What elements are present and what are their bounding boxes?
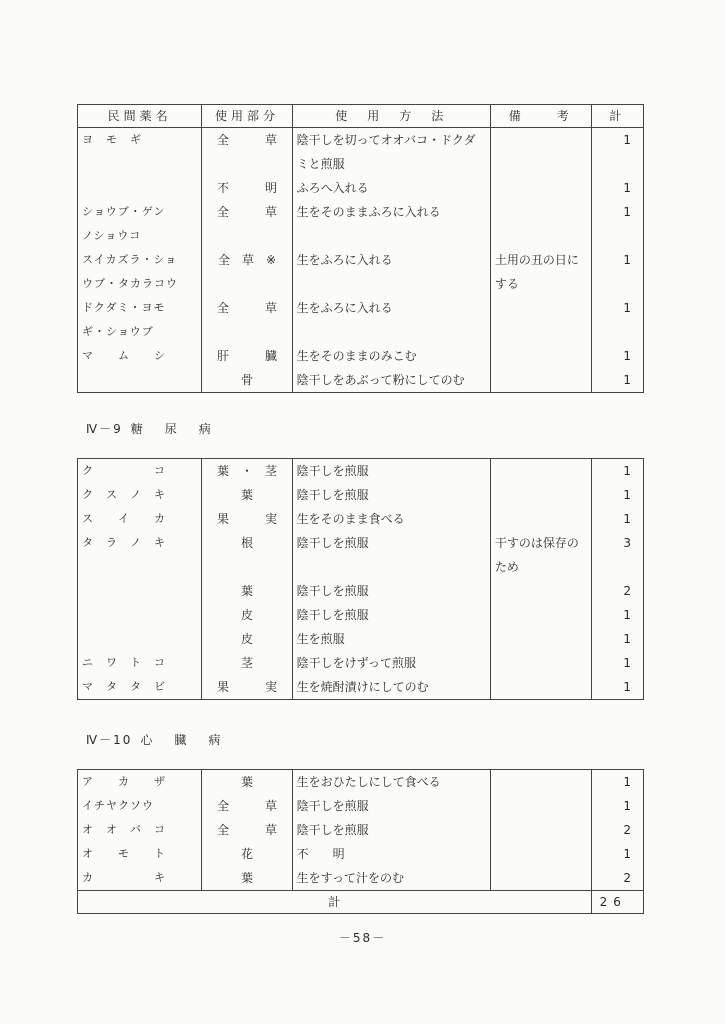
table-row (78, 459, 644, 484)
cell-usage-method: ミと煎服 (292, 152, 490, 176)
cell-usage-method: 生をふろに入れる (292, 296, 490, 320)
cell-usage-method: 生をふろに入れる (292, 248, 490, 272)
section-number: Ⅳ－10 (86, 733, 133, 747)
section-title-diabetes (86, 420, 233, 437)
cell-remarks (490, 459, 591, 484)
section-word: 糖尿病 (130, 422, 233, 436)
cell-count: 1 (591, 627, 643, 651)
cell-count: 1 (591, 842, 643, 866)
cell-remarks (490, 627, 591, 651)
cell-medicine-name: オ オ バ コ (78, 818, 202, 842)
cell-usage-method: 陰干しをけずって煎服 (292, 651, 490, 675)
table-row (78, 224, 644, 248)
cell-medicine-name: マ タ タ ビ (78, 675, 202, 700)
cell-part-used: 果 実 (202, 507, 292, 531)
cell-medicine-name: ク ス ノ キ (78, 483, 202, 507)
table-row (78, 200, 644, 224)
cell-medicine-name (78, 627, 202, 651)
cell-part-used: 葉 (202, 483, 292, 507)
cell-usage-method: 生をそのまま食べる (292, 507, 490, 531)
table-row (78, 507, 644, 531)
table-row (78, 675, 644, 700)
cell-remarks (490, 675, 591, 700)
header-folk-medicine-name: 民間薬名 (78, 105, 202, 128)
cell-count: 1 (591, 296, 643, 320)
cell-medicine-name (78, 152, 202, 176)
table-row (78, 770, 644, 795)
cell-count (591, 152, 643, 176)
remedy-table-heart (77, 769, 644, 914)
cell-part-used (202, 320, 292, 344)
remedy-table-diabetes (77, 458, 644, 700)
cell-part-used: 全 草 (202, 296, 292, 320)
cell-part-used (202, 152, 292, 176)
cell-part-used: 骨 (202, 368, 292, 393)
cell-count: 1 (591, 507, 643, 531)
cell-remarks (490, 224, 591, 248)
cell-count (591, 555, 643, 579)
table-row (78, 579, 644, 603)
cell-count: 1 (591, 344, 643, 368)
total-row (78, 891, 644, 914)
cell-medicine-name (78, 603, 202, 627)
cell-part-used: 全 草 ※ (202, 248, 292, 272)
cell-part-used (202, 224, 292, 248)
cell-part-used: 全 草 (202, 128, 292, 153)
cell-usage-method: 陰干しを煎服 (292, 459, 490, 484)
cell-count: 1 (591, 770, 643, 795)
header-usage-method: 使 用 方 法 (292, 105, 490, 128)
cell-usage-method (292, 555, 490, 579)
header-count: 計 (591, 105, 643, 128)
cell-part-used: 花 (202, 842, 292, 866)
cell-usage-method (292, 224, 490, 248)
cell-usage-method: 生を煎服 (292, 627, 490, 651)
cell-part-used: 全 草 (202, 818, 292, 842)
cell-count (591, 320, 643, 344)
table-row (78, 296, 644, 320)
total-label: 計 (78, 891, 592, 914)
cell-remarks (490, 483, 591, 507)
table-row (78, 842, 644, 866)
table-row (78, 794, 644, 818)
cell-count: 2 (591, 818, 643, 842)
table-row (78, 603, 644, 627)
section-title-heart-disease (86, 731, 242, 748)
cell-part-used (202, 555, 292, 579)
cell-part-used: 茎 (202, 651, 292, 675)
cell-remarks (490, 794, 591, 818)
cell-count (591, 272, 643, 296)
cell-count: 1 (591, 128, 643, 153)
cell-remarks (490, 507, 591, 531)
cell-count: 1 (591, 200, 643, 224)
cell-count: 1 (591, 675, 643, 700)
cell-medicine-name: スイカズラ・ショ (78, 248, 202, 272)
cell-part-used: 全 草 (202, 200, 292, 224)
table-row (78, 320, 644, 344)
section-number: Ⅳ－9 (86, 422, 123, 436)
cell-part-used: 不 明 (202, 176, 292, 200)
cell-medicine-name (78, 555, 202, 579)
table-row (78, 483, 644, 507)
cell-medicine-name: イチヤクソウ (78, 794, 202, 818)
cell-medicine-name: ス イ カ (78, 507, 202, 531)
cell-remarks (490, 296, 591, 320)
cell-medicine-name (78, 176, 202, 200)
cell-remarks: する (490, 272, 591, 296)
cell-count: 1 (591, 483, 643, 507)
cell-part-used: 葉 (202, 866, 292, 891)
cell-remarks (490, 176, 591, 200)
table-row (78, 866, 644, 891)
table-row (78, 627, 644, 651)
cell-usage-method: 生をおひたしにして食べる (292, 770, 490, 795)
cell-remarks (490, 152, 591, 176)
cell-remarks (490, 651, 591, 675)
cell-medicine-name: ア カ ザ (78, 770, 202, 795)
cell-medicine-name: ドクダミ・ヨモ (78, 296, 202, 320)
cell-count: 1 (591, 176, 643, 200)
cell-part-used: 皮 (202, 627, 292, 651)
cell-count: 1 (591, 368, 643, 393)
table-header-row (78, 105, 644, 128)
cell-remarks (490, 344, 591, 368)
header-remarks: 備 考 (490, 105, 591, 128)
cell-count: 1 (591, 248, 643, 272)
cell-count: 1 (591, 651, 643, 675)
cell-usage-method: 陰干しを煎服 (292, 818, 490, 842)
table-row (78, 531, 644, 555)
cell-medicine-name: ク コ (78, 459, 202, 484)
cell-part-used: 葉 ・ 茎 (202, 459, 292, 484)
cell-usage-method: 陰干しを煎服 (292, 579, 490, 603)
cell-usage-method: 生をすって汁をのむ (292, 866, 490, 891)
cell-part-used (202, 272, 292, 296)
cell-count: 3 (591, 531, 643, 555)
cell-medicine-name: ノショウコ (78, 224, 202, 248)
cell-count: 1 (591, 459, 643, 484)
cell-usage-method: 生をそのままふろに入れる (292, 200, 490, 224)
table-row (78, 128, 644, 153)
table-row (78, 152, 644, 176)
table-row (78, 555, 644, 579)
cell-count: 1 (591, 794, 643, 818)
cell-remarks (490, 818, 591, 842)
cell-medicine-name: ウブ・タカラコウ (78, 272, 202, 296)
cell-part-used: 果 実 (202, 675, 292, 700)
cell-medicine-name: マ ム シ (78, 344, 202, 368)
cell-usage-method: 陰干しを煎服 (292, 483, 490, 507)
cell-part-used: 全 草 (202, 794, 292, 818)
table-row (78, 248, 644, 272)
table-row (78, 344, 644, 368)
cell-part-used: 葉 (202, 579, 292, 603)
cell-remarks: ため (490, 555, 591, 579)
cell-remarks (490, 770, 591, 795)
header-part-used: 使用部分 (202, 105, 292, 128)
cell-remarks (490, 579, 591, 603)
cell-usage-method: 陰干しを切ってオオバコ・ドクダ (292, 128, 490, 153)
cell-medicine-name (78, 579, 202, 603)
remedy-table-1 (77, 104, 644, 393)
cell-remarks (490, 200, 591, 224)
cell-usage-method: ふろへ入れる (292, 176, 490, 200)
table-row (78, 368, 644, 393)
cell-part-used: 根 (202, 531, 292, 555)
cell-remarks: 土用の丑の日に (490, 248, 591, 272)
table-row (78, 651, 644, 675)
table-row (78, 272, 644, 296)
cell-usage-method: 生をそのままのみこむ (292, 344, 490, 368)
cell-count: 2 (591, 866, 643, 891)
table-row (78, 176, 644, 200)
cell-remarks: 干すのは保存の (490, 531, 591, 555)
cell-remarks (490, 368, 591, 393)
cell-usage-method: 陰干しを煎服 (292, 531, 490, 555)
cell-medicine-name: タ ラ ノ キ (78, 531, 202, 555)
cell-medicine-name: ヨ モ ギ (78, 128, 202, 153)
cell-remarks (490, 128, 591, 153)
cell-usage-method (292, 320, 490, 344)
cell-part-used: 皮 (202, 603, 292, 627)
table-row (78, 818, 644, 842)
cell-medicine-name: ショウブ・ゲン (78, 200, 202, 224)
cell-usage-method: 不 明 (292, 842, 490, 866)
cell-usage-method (292, 272, 490, 296)
cell-remarks (490, 603, 591, 627)
cell-count: 1 (591, 603, 643, 627)
cell-remarks (490, 842, 591, 866)
cell-remarks (490, 866, 591, 891)
cell-remarks (490, 320, 591, 344)
cell-count (591, 224, 643, 248)
cell-part-used: 肝 臓 (202, 344, 292, 368)
cell-count: 2 (591, 579, 643, 603)
cell-medicine-name: ニ ワ ト コ (78, 651, 202, 675)
cell-medicine-name: カ キ (78, 866, 202, 891)
section-word: 心臓病 (140, 733, 243, 747)
total-value: 26 (591, 891, 643, 914)
cell-medicine-name: オ モ ト (78, 842, 202, 866)
cell-medicine-name: ギ・ショウブ (78, 320, 202, 344)
cell-medicine-name (78, 368, 202, 393)
cell-usage-method: 陰干しを煎服 (292, 794, 490, 818)
cell-part-used: 葉 (202, 770, 292, 795)
cell-usage-method: 生を焼酎漬けにしてのむ (292, 675, 490, 700)
page-number: －58－ (338, 931, 387, 945)
cell-usage-method: 陰干しを煎服 (292, 603, 490, 627)
cell-usage-method: 陰干しをあぶって粉にしてのむ (292, 368, 490, 393)
